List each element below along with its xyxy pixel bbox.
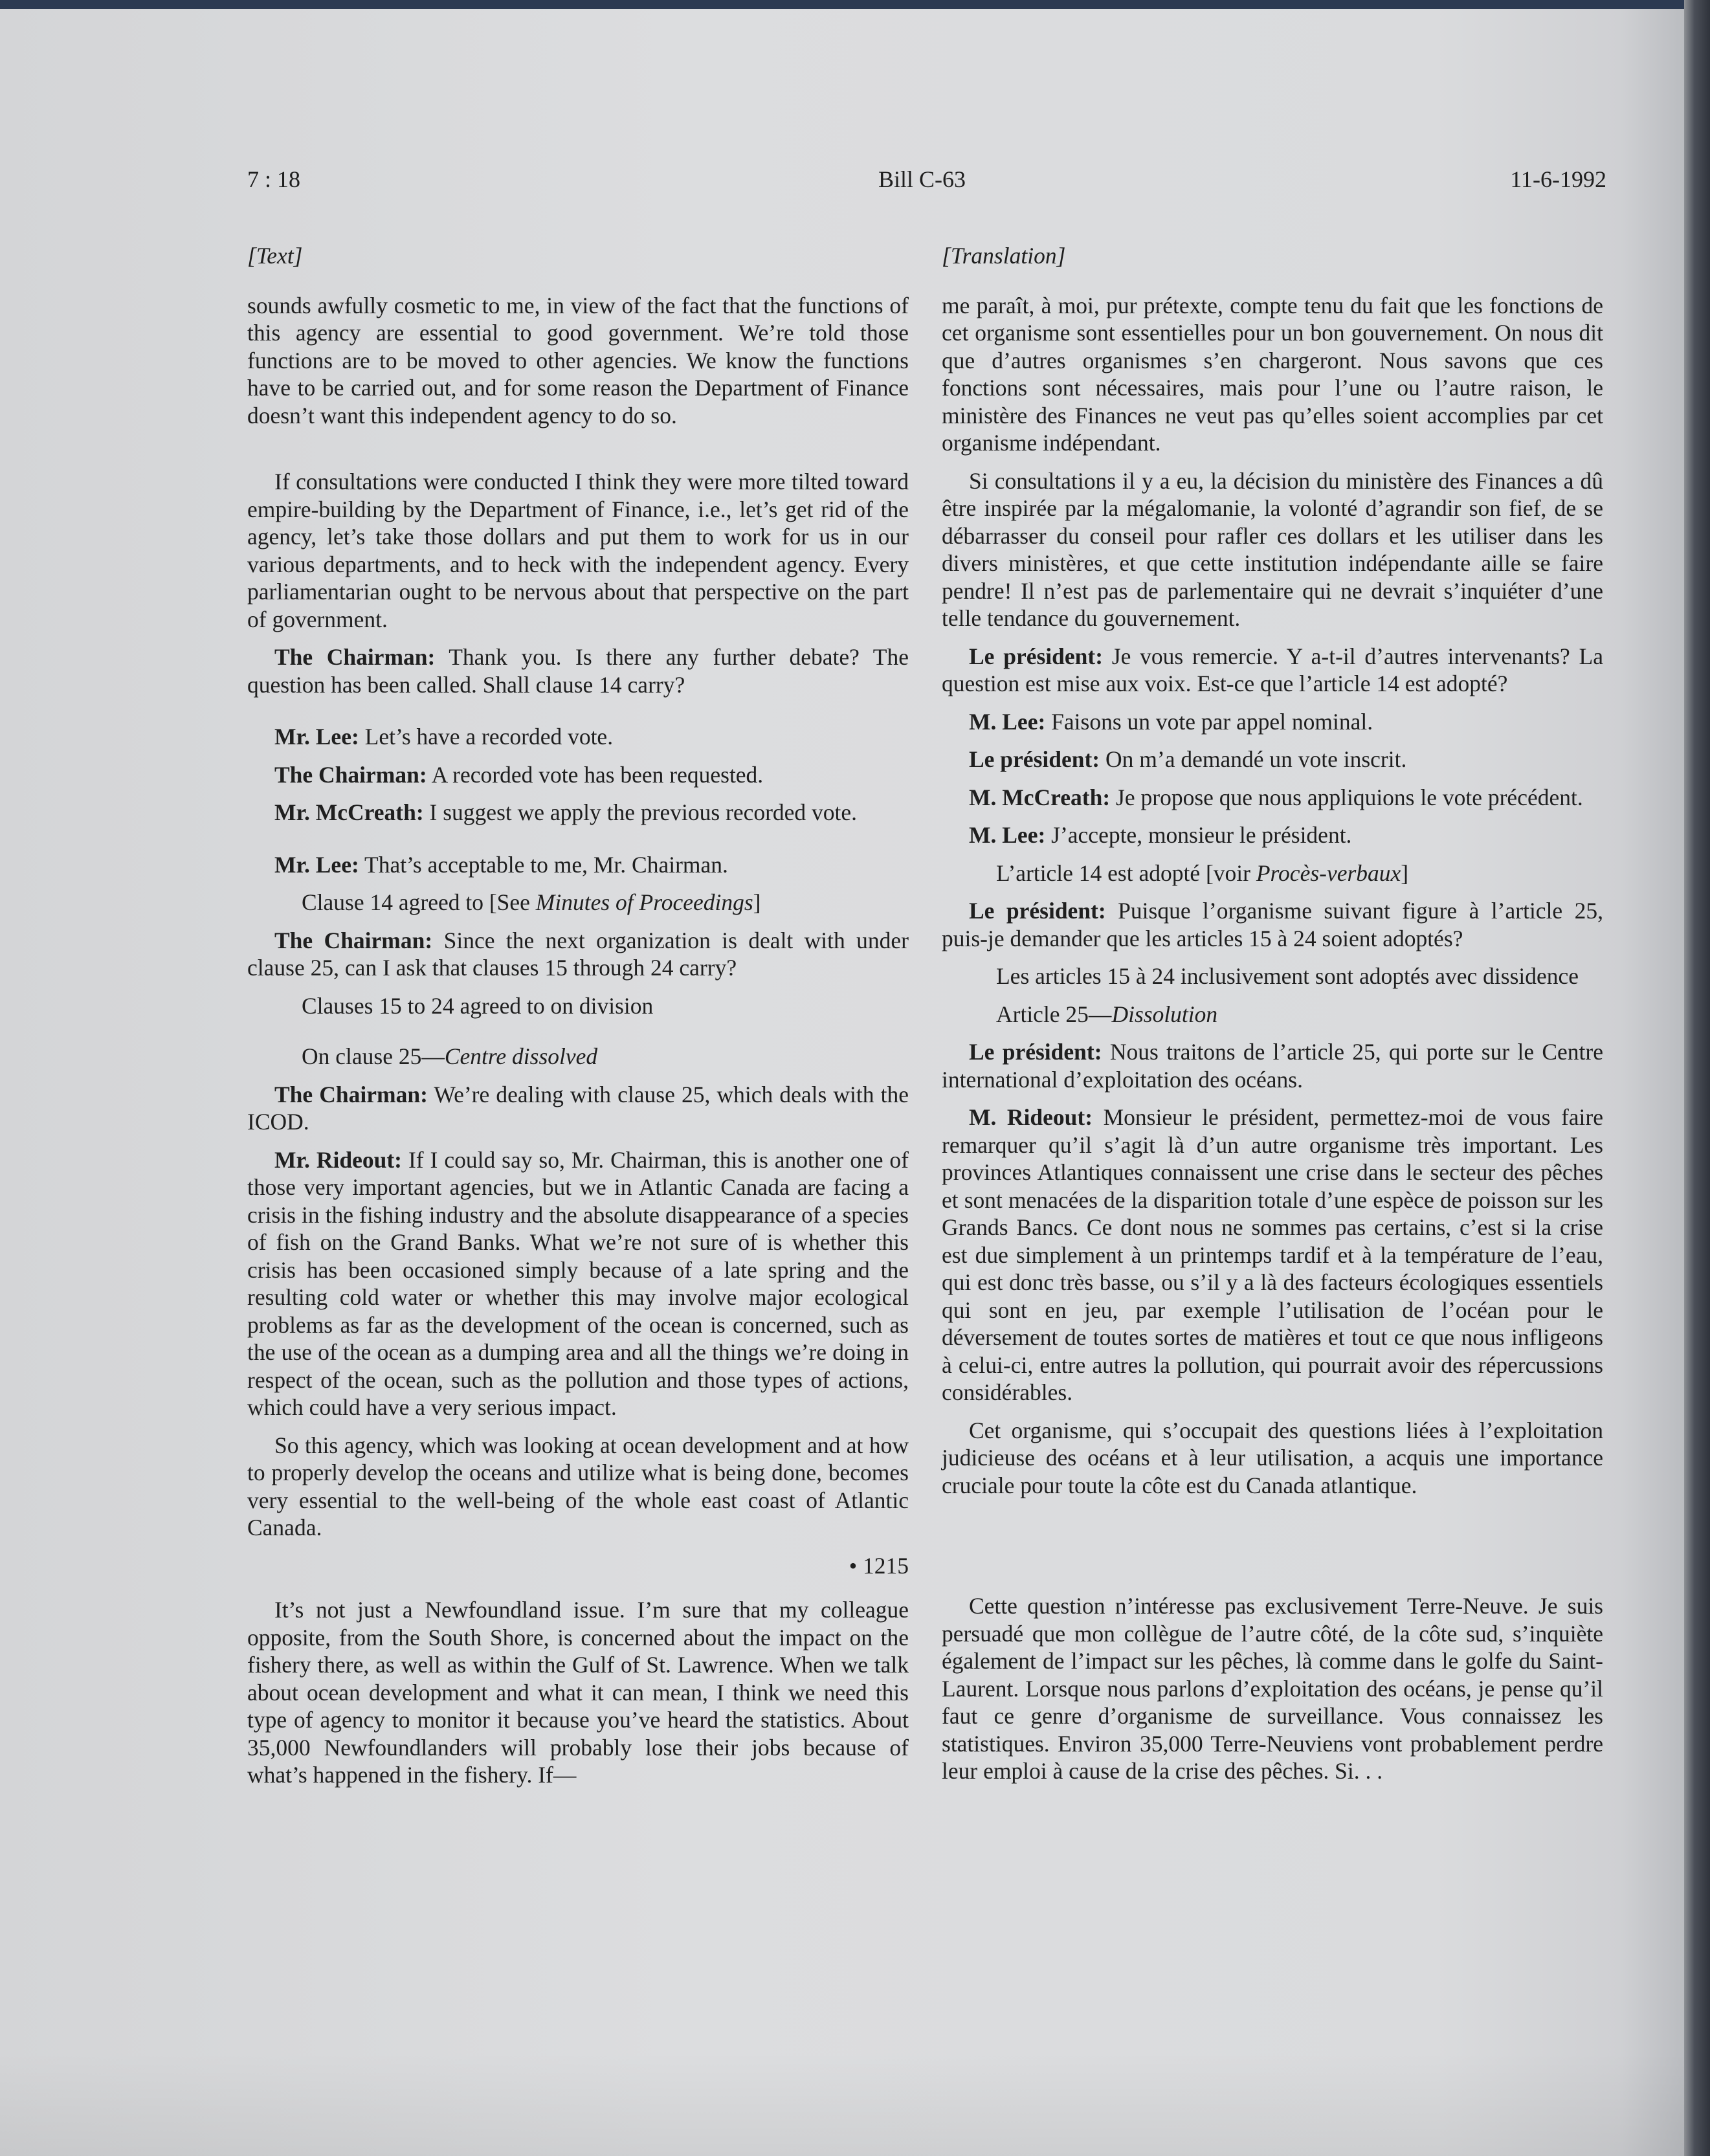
speech-mccreath: [942, 784, 1603, 812]
translation-label: [Translation]: [942, 243, 1066, 269]
page-shadow: [0, 2052, 1688, 2156]
paragraph: Cet organisme, qui s’occupait des questions liées à l’exploitation judicieuse des océans et à leur utilisation, a acquis une importance cruciale pour toute la côte est du Canada atlantique.: [942, 1417, 1603, 1498]
speech-text: That’s acceptable to me, Mr. Chairman.: [359, 851, 728, 878]
motion-line: L’article 14 est adopté [voir Procès-verbaux]: [996, 860, 1409, 886]
speech-text: Je propose que nous appliquions le vote précédent.: [1110, 784, 1583, 810]
speech-text: On m’a demandé un vote inscrit.: [1100, 746, 1407, 772]
speech-text: Je vous remercie. Y a-t-il d’autres intervenants? La question est mise aux voix. Est-ce que l’article 14 est adopté?: [942, 643, 1603, 696]
speech-chairman: [247, 1081, 909, 1136]
speech-text: Thank you. Is there any further debate? The question has been called. Shall clause 14 carry?: [247, 644, 909, 698]
speaker-name: Mr. Lee:: [274, 724, 359, 750]
speech-president: [942, 746, 1603, 773]
speaker-name: M. Rideout:: [969, 1104, 1093, 1130]
speech-text: If I could say so, Mr. Chairman, this is another one of those very important agencies, but we in Atlantic Canada are facing a crisis in the fishing industry and the absolute disappearance of a species of fish on the Grand Banks. What we’re not sure of is whether this crisis has been occasioned simply because of a late spring and the resulting cold water or whether this may involve major ecological problems as far as the development of the ocean is concerned, such as the use of the ocean as a dumping area and all the things we’re doing in respect of the ocean, such as the pollution and those types of actions, which could have a very serious impact.: [247, 1146, 909, 1420]
paragraph: me paraît, à moi, pur prétexte, compte tenu du fait que les fonctions de cet organisme sont essentielles pour un bon gouvernement. On nous dit que d’autres organismes s’en chargeront. Nous savons que ces fonctions sont nécessaires, mais pour l’une ou l’autre raison, le ministère des Finances ne veut pas qu’elles soient accomplies par cet organisme indépendant.: [942, 292, 1603, 456]
timestamp-marker: • 1215: [849, 1552, 909, 1579]
english-column: [247, 242, 909, 1799]
speaker-name: Le président:: [969, 1039, 1102, 1065]
speaker-name: Le président:: [969, 746, 1100, 772]
speech-text: A recorded vote has been requested.: [427, 761, 764, 788]
clause-heading: Article 25—Dissolution: [996, 1001, 1218, 1027]
speech-text: Since the next organization is dealt with under clause 25, can I ask that clauses 15 through 24 carry?: [247, 927, 909, 981]
speaker-name: The Chairman:: [274, 1081, 428, 1107]
french-column: [942, 242, 1603, 1795]
speech-lee: [247, 851, 909, 879]
header-date: 11-6-1992: [1510, 166, 1606, 192]
speaker-name: The Chairman:: [274, 644, 436, 670]
paragraph: sounds awfully cosmetic to me, in view of the fact that the functions of this agency are essential to good government. We’re told those functions are to be moved to other agencies. We know the functions have to be carried out, and for some reason the Department of Finance doesn’t want this independent agency to do so.: [247, 292, 909, 428]
speech-chairman: [247, 761, 909, 789]
speaker-name: The Chairman:: [274, 761, 427, 788]
speaker-name: Mr. Rideout:: [274, 1146, 402, 1173]
motion-line: Clause 14 agreed to [See Minutes of Proceedings]: [302, 889, 761, 915]
speaker-name: Le président:: [969, 643, 1104, 669]
speaker-name: Le président:: [969, 898, 1106, 924]
speech-rideout: [942, 1104, 1603, 1406]
speech-lee: [942, 708, 1603, 736]
paragraph: If consultations were conducted I think they were more tilted toward empire-building by the Department of Finance, i.e., let’s get rid of the agency, let’s take those dollars and put them to work for us in our various departments, and to heck with the independent agency. Every parliamentarian ought to be nervous about that perspective on the part of government.: [247, 469, 909, 632]
speech-text: Faisons un vote par appel nominal.: [1045, 708, 1373, 735]
speaker-name: The Chairman:: [274, 927, 433, 953]
speaker-name: M. Lee:: [969, 822, 1046, 848]
speech-chairman: [247, 927, 909, 982]
speech-text: We’re dealing with clause 25, which deals with the ICOD.: [247, 1081, 909, 1135]
paragraph: Si consultations il y a eu, la décision du ministère des Finances a dû être inspirée par la mégalomanie, la volonté d’agrandir son fief, de se débarrasser du conseil pour rafler ces dollars et les utiliser dans les divers ministères, et que cette institution indépendante aille se faire pendre! Il n’est pas de parlementaire qui ne devrait s’inquiéter d’une telle tendance du gouvernement.: [942, 467, 1603, 631]
paragraph: So this agency, which was looking at ocean development and at how to properly develop the oceans and utilize what is being done, becomes very essential to the well-being of the whole east coast of Atlantic Canada.: [247, 1432, 909, 1540]
speech-president: [942, 1038, 1603, 1093]
page-number: 7 : 18: [247, 166, 301, 192]
speech-lee: [942, 821, 1603, 849]
speech-text: Puisque l’organisme suivant figure à l’article 25, puis-je demander que les articles 15 à 24 soient adoptés?: [942, 898, 1604, 951]
speaker-name: Mr. Lee:: [274, 851, 359, 878]
clause-heading: On clause 25—Centre dissolved: [302, 1043, 598, 1069]
speech-text: Let’s have a recorded vote.: [359, 724, 614, 750]
speech-mccreath: [247, 799, 909, 827]
motion-line: Clauses 15 to 24 agreed to on division: [302, 992, 654, 1019]
speech-text: Monsieur le président, permettez-moi de vous faire remarquer qu’il s’agit là d’un autre organisme très important. Les provinces Atlantiques connaissent une crise dans le secteur des pêches et sont menacées de la disparition totale d’une espèce de poisson sur les Grands Bancs. Ce dont nous ne sommes pas certains, c’est si la crise est due simplement à un printemps tardif et à la température de l’eau, qui est donc très basse, ou s’il y a là des facteurs écologiques essentiels qui sont en jeu, par exemple l’utilisation de l’océan pour le déversement de toutes sortes de matières et tout ce que nous infligeons à celui-ci, entre autres la pollution, qui pourrait avoir des répercussions considérables.: [942, 1104, 1603, 1405]
speech-chairman: [247, 643, 909, 698]
speech-president: [942, 897, 1603, 952]
speech-rideout: [247, 1146, 909, 1421]
paragraph: Cette question n’intéresse pas exclusivement Terre-Neuve. Je suis persuadé que mon collègue de l’autre côté, de la côte sud, s’inquiète également de l’impact sur les pêches, là comme dans le golfe du Saint-Laurent. Lorsque nous parlons d’exploitation des océans, je pense qu’il faut ce genre d’organisme de surveillance. Vous connaissez les statistiques. Environ 35,000 Terre-Neuviens vont probablement perdre leur emploi à cause de la crise des pêches. Si. . .: [942, 1593, 1603, 1784]
speaker-name: Mr. McCreath:: [274, 799, 424, 825]
speech-lee: [247, 723, 909, 751]
running-header: [247, 166, 1606, 198]
bill-title: Bill C-63: [878, 166, 966, 192]
paragraph: It’s not just a Newfoundland issue. I’m sure that my colleague opposite, from the South Shore, is concerned about the impact on the fishery there, as well as within the Gulf of St. Lawrence. When we talk about ocean development and what it can mean, I think we need this type of agency to monitor it because you’ve heard the statistics. About 35,000 Newfoundlanders will probably lose their jobs because of what’s happened in the fishery. If—: [247, 1597, 909, 1788]
book-spine: [1684, 0, 1710, 2156]
speech-president: [942, 643, 1603, 698]
speech-text: Nous traitons de l’article 25, qui porte sur le Centre international d’exploitation des océans.: [942, 1039, 1603, 1093]
text-label: [Text]: [247, 243, 303, 269]
speech-text: J’accepte, monsieur le président.: [1045, 822, 1352, 848]
speaker-name: M. McCreath:: [969, 784, 1111, 810]
speech-text: I suggest we apply the previous recorded vote.: [423, 799, 858, 825]
speaker-name: M. Lee:: [969, 708, 1046, 735]
motion-line: Les articles 15 à 24 inclusivement sont adoptés avec dissidence: [996, 963, 1579, 989]
document-page: [0, 9, 1688, 2156]
